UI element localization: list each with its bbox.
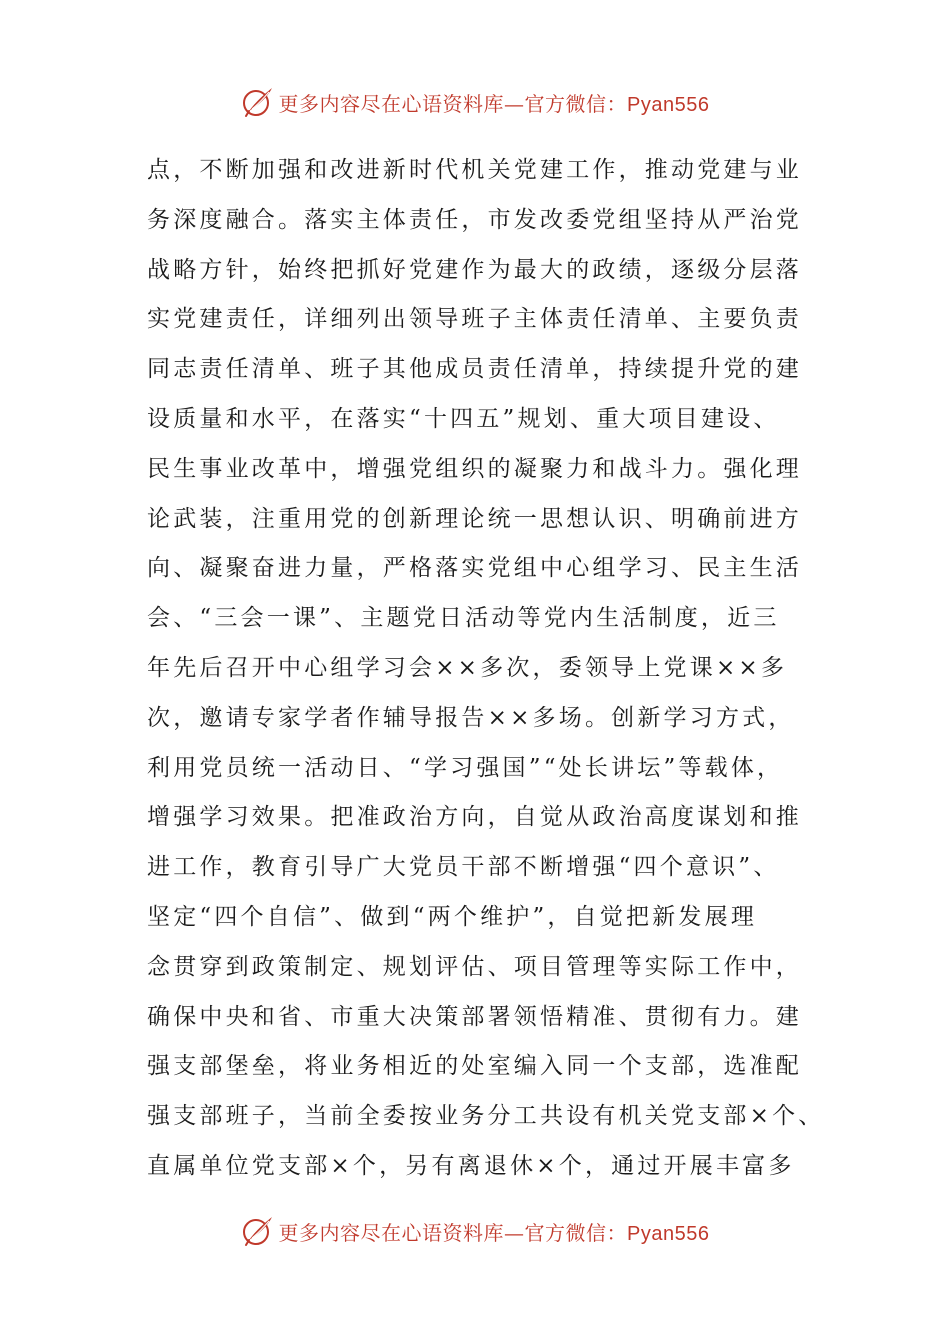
- header-banner-wechat-label: 官方微信：: [524, 91, 628, 116]
- header-banner: [0, 82, 950, 122]
- body-line: 强支部堡垒，将业务相近的处室编入同一个支部，选准配: [147, 1053, 802, 1080]
- footer-banner-wechat-id: Pyan556: [627, 1222, 710, 1245]
- body-line: 战略方针，始终把抓好党建作为最大的政绩，逐级分层落: [147, 256, 802, 283]
- body-line: 增强学习效果。把准政治方向，自觉从政治高度谋划和推: [147, 804, 802, 831]
- quill-pen-logo-icon: [241, 1214, 275, 1248]
- footer-banner-wechat-label: 官方微信：: [524, 1220, 628, 1245]
- body-line: 会、“三会一课”、主题党日活动等党内生活制度，近三: [147, 605, 780, 632]
- document-body: [147, 146, 825, 1192]
- body-line: 强支部班子，当前全委按业务分工共设有机关党支部×个、: [147, 1103, 825, 1130]
- header-banner-dash: —: [504, 91, 525, 116]
- header-banner-wechat-id: Pyan556: [627, 93, 710, 116]
- body-line: 年先后召开中心组学习会××多次，委领导上党课××多: [147, 654, 788, 681]
- footer-banner: [0, 1211, 950, 1251]
- footer-banner-title: 更多内容尽在心语资料库: [278, 1220, 505, 1245]
- body-line: 论武装，注重用党的创新理论统一思想认识、明确前进方: [147, 505, 802, 532]
- body-line: 同志责任清单、班子其他成员责任清单，持续提升党的建: [147, 356, 802, 383]
- body-line: 实党建责任，详细列出领导班子主体责任清单、主要负责: [147, 306, 802, 333]
- footer-banner-text: [279, 1217, 710, 1246]
- body-line: 次，邀请专家学者作辅导报告××多场。创新学习方式，: [147, 704, 795, 731]
- body-line: 利用党员统一活动日、“学习强国”“处长讲坛”等载体，: [147, 754, 784, 781]
- body-line: 进工作，教育引导广大党员干部不断增强“四个意识”、: [147, 854, 780, 881]
- body-line: 设质量和水平，在落实“十四五”规划、重大项目建设、: [147, 405, 780, 432]
- body-line: 向、凝聚奋进力量，严格落实党组中心组学习、民主生活: [147, 555, 802, 582]
- body-line: 念贯穿到政策制定、规划评估、项目管理等实际工作中，: [147, 953, 802, 980]
- body-line: 坚定“四个自信”、做到“两个维护”，自觉把新发展理: [147, 903, 758, 930]
- header-banner-title: 更多内容尽在心语资料库: [278, 91, 505, 116]
- body-line: 确保中央和省、市重大决策部署领悟精准、贯彻有力。建: [147, 1003, 802, 1030]
- body-line: 务深度融合。落实主体责任，市发改委党组坚持从严治党: [147, 206, 802, 233]
- body-line: 民生事业改革中，增强党组织的凝聚力和战斗力。强化理: [147, 455, 802, 482]
- body-line: 点，不断加强和改进新时代机关党建工作，推动党建与业: [147, 157, 802, 183]
- header-banner-text: [279, 88, 710, 117]
- quill-pen-logo-icon: [241, 85, 275, 119]
- body-line: 直属单位党支部×个，另有离退休×个，通过开展丰富多: [147, 1152, 795, 1179]
- footer-banner-dash: —: [504, 1220, 525, 1245]
